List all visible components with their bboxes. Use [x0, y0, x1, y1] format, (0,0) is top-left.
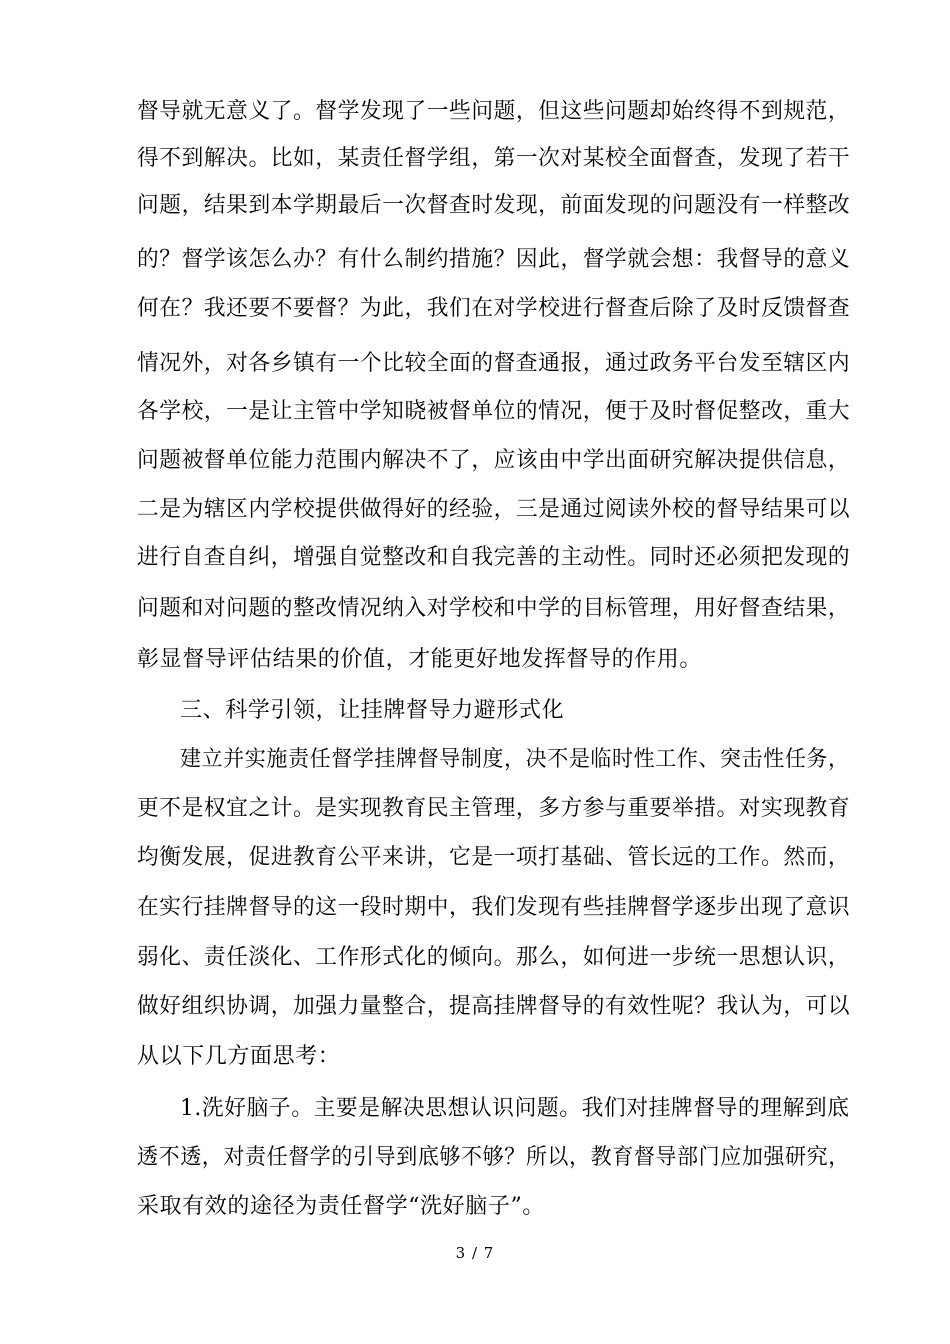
body-text-line: 情况外，对各乡镇有一个比较全面的督查通报，通过政务平台发至辖区内 — [137, 351, 851, 376]
body-text-line: 问题，结果到本学期最后一次督查时发现，前面发现的问题没有一样整改 — [137, 193, 851, 218]
body-text-line: 弱化、责任淡化、工作形式化的倾向。那么，如何进一步统一思想认识， — [137, 945, 851, 970]
body-text-line: 采取有效的途径为责任督学“洗好脑子”。 — [137, 1194, 545, 1219]
body-text-line: 问题被督单位能力范围内解决不了，应该由中学出面研究解决提供信息， — [137, 448, 851, 473]
body-text-line: 二是为辖区内学校提供做得好的经验，三是通过阅读外校的督导结果可以 — [137, 497, 851, 522]
body-text-line: 做好组织协调，加强力量整合，提高挂牌督导的有效性呢？我认为，可以 — [137, 994, 851, 1019]
body-text-line: 彰显督导评估结果的价值，才能更好地发挥督导的作用。 — [137, 647, 703, 672]
body-text-line: 问题和对问题的整改情况纳入对学校和中学的目标管理，用好督查结果， — [137, 596, 851, 621]
body-text-line: 何在？我还要不要督？为此，我们在对学校进行督查后除了及时反馈督查 — [137, 296, 851, 321]
body-text-line: 从以下几方面思考： — [137, 1044, 341, 1069]
body-text-line: 得不到解决。比如，某责任督学组，第一次对某校全面督查，发现了若干 — [137, 146, 851, 171]
body-text-line: 更不是权宜之计。是实现教育民主管理，多方参与重要举措。对实现教育 — [137, 796, 851, 821]
section-heading: 三、科学引领，让挂牌督导力避形式化 — [180, 698, 565, 723]
body-text-line: 在实行挂牌督导的这一段时期中，我们发现有些挂牌督学逐步出现了意识 — [137, 895, 851, 920]
body-text-line: 透不透，对责任督学的引导到底够不够？所以，教育督导部门应加强研究， — [137, 1145, 850, 1170]
body-text-line: 的？督学该怎么办？有什么制约措施？因此，督学就会想：我督导的意义 — [137, 247, 851, 272]
body-text-line: 各学校，一是让主管中学知晓被督单位的情况，便于及时督促整改，重大 — [137, 399, 851, 424]
body-text-line: 均衡发展，促进教育公平来讲，它是一项打基础、管长远的工作。然而， — [137, 845, 851, 870]
body-text-line: 进行自查自纠，增强自觉整改和自我完善的主动性。同时还必须把发现的 — [137, 545, 851, 570]
body-text-line: 督导就无意义了。督学发现了一些问题，但这些问题却始终得不到规范， — [137, 99, 851, 124]
page-number: 3 / 7 — [455, 1244, 495, 1262]
body-text-line: 建立并实施责任督学挂牌督导制度，决不是临时性工作、突击性任务， — [180, 747, 850, 772]
body-text-line: 1.洗好脑子。主要是解决思想认识问题。我们对挂牌督导的理解到底 — [180, 1096, 850, 1121]
